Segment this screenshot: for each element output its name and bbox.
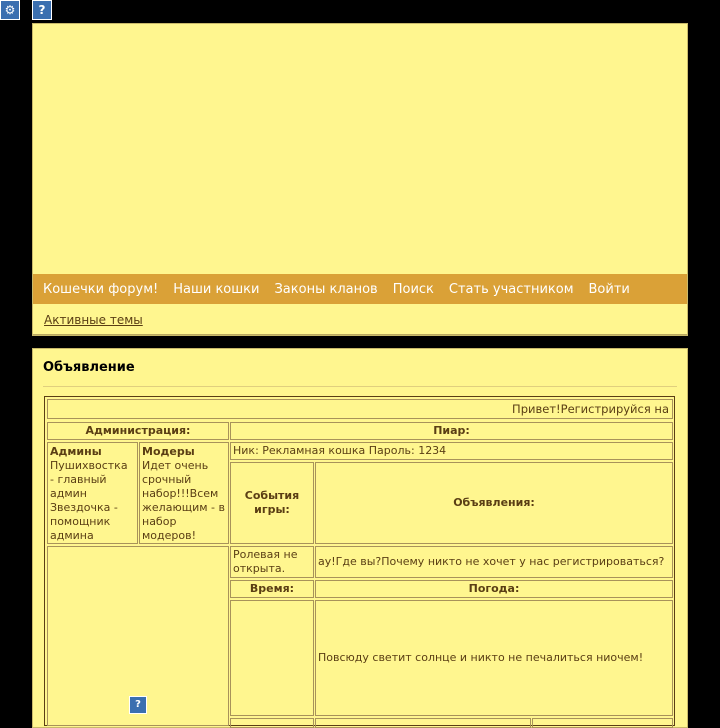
menu-item-register[interactable]: Стать участником — [448, 281, 574, 297]
moderators-text: Идет очень срочный набор!!!Всем желающим - в набор модеров! — [142, 459, 225, 542]
broken-image-icon: ⚙ — [0, 0, 20, 20]
pr-header: Пиар: — [230, 422, 673, 440]
main-menu — [33, 274, 687, 304]
forum-header — [32, 23, 688, 336]
time-header: Время: — [230, 580, 314, 598]
title-divider — [43, 386, 677, 387]
header-divider — [33, 334, 687, 335]
events-text: Ролевая не открыта. — [230, 546, 314, 578]
menu-item-our-cats[interactable]: Наши кошки — [173, 281, 260, 297]
announcement-title: Объявление — [43, 360, 135, 375]
moderators-title: Модеры — [142, 445, 195, 458]
menu-item-forum[interactable]: Кошечки форум! — [43, 281, 159, 297]
events-header: События игры: — [230, 462, 314, 544]
admins-text: Пушихвостка - главный админ Звездочка - помощник админа — [50, 459, 128, 542]
weather-header: Погода: — [315, 580, 673, 598]
pr-credentials: Ник: Рекламная кошка Пароль: 1234 — [230, 442, 673, 460]
moderators-cell — [139, 442, 229, 544]
help-icon[interactable]: ? — [32, 0, 52, 20]
help-icon[interactable]: ? — [129, 696, 147, 714]
menu-item-login[interactable]: Войти — [588, 281, 630, 297]
weather-text: Повсюду светит солнце и никто не печалиться ниочем! — [315, 600, 673, 716]
menu-item-search[interactable]: Поиск — [392, 281, 434, 297]
ads-text: ау!Где вы?Почему никто не хочет у нас регистрироваться? — [315, 546, 673, 578]
admins-title: Админы — [50, 445, 102, 458]
active-topics-link[interactable]: Активные темы — [44, 313, 143, 327]
admin-header: Администрация: — [47, 422, 229, 440]
welcome-marquee: Привет!Регистрируйся на — [47, 399, 673, 419]
time-cell — [230, 600, 314, 716]
admins-cell — [47, 442, 138, 544]
menu-item-clan-laws[interactable]: Законы кланов — [274, 281, 378, 297]
ads-header: Объявления: — [315, 462, 673, 544]
